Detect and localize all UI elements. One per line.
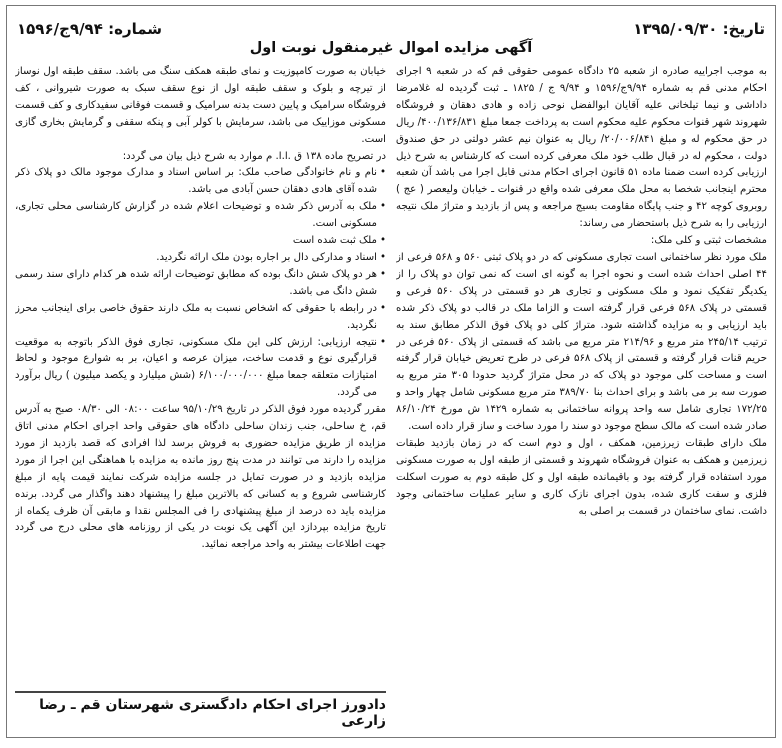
notice-page bbox=[6, 5, 776, 738]
list-item: • هر دو پلاک شش دانگ بوده که مطابق توضیحات ارائه شده هر کدام دارای سند رسمی شش دانگ می باشد. bbox=[15, 267, 386, 301]
construction-details: خیابان به صورت کامپوزیت و نمای طبقه همکف سنگ می باشد. سقف طبقه اول نوساز از تیرچه و بلوک و سقف طبقه اول از نوع سقف سبک به صورت شیروانی ، کف فروشگاه سرامیک و پایین دست بدنه سرامیک و قسمت فوقانی سفیدکاری و کف قسمت مسکونی موزاییک می باشد، سرمایش با کولر آبی و پنکه سقفی و گرمایش بخاری گازی است. bbox=[15, 66, 386, 145]
left-column bbox=[15, 64, 386, 708]
notice-title: آگهی مزایده اموال غیرمنقول نوبت اول bbox=[249, 40, 533, 56]
list-item: • اسناد و مدارکی دال بر اجاره بودن ملک ارائه نگردید. bbox=[15, 250, 386, 267]
property-description: ملک مورد نظر ساختمانی است تجاری مسکونی که در دو پلاک ثبتی ۵۶۰ و ۵۶۸ فرعی از ۴۴ اصلی احداث شده است و نحوه اجرا به گونه ای است که نمی توان دو پلاک را از یکدیگر تفکیک نمود و ملک مسکونی و تجاری هر دو قسمتی در پلاک ۵۶۰ فرعی و قسمتی در پلاک ۵۶۸ فرعی قرار گرفته است و الزاما ملک در قالب دو پلاک ذکر شده باید ارزیابی و به مزایده گذاشته شود. متراژ کلی دو پلاک فوق الذکر مطابق سند به ترتیب ۲۴۵/۱۴ متر مربع و ۲۱۴/۹۶ متر مربع می باشد که قسمتی از پلاک ۵۶۰ فرعی در حریم قنات قرار گرفته و قسمتی از پلاک ۵۶۸ فرعی در طرح تعریض خیابان قرار گرفته است و مساحت کلی موجود دو پلاک که در محل متراژ گردید حدودا ۳۰۵ متر مربع به صورت سه بر می باشد و برای احداث بنا ۳۸۹/۷۰ متر مربع مسکونی شامل چهار واحد و ۱۷۲/۲۵ تجاری شامل سه واحد پروانه ساختمانی به شماره ۱۴۲۹ ش مورخ ۸۶/۱۰/۲۴ صادر شده است که مالک سطح موجود دو سند را مورد ساخت و ساز قرار داده است. bbox=[396, 251, 767, 433]
auction-terms: مقرر گردیده مورد فوق الذکر در تاریخ ۹۵/۱۰/۲۹ ساعت ۰۸:۰۰ الی ۰۸/۳۰ صبح به آدرس قم، خ ساحلی، جنب زندان ساحلی دادگاه های حقوقی واحد اجرای احکام مدنی اتاق مزایده از طریق مزایده حضوری به فروش برسد لذا افرادی که قصد بازدید از مورد مزایده را دارند می توانند در مدت پنج روز مانده به مزایده با هماهنگی این اجرا از مورد مزایده بازدید و در صورت تمایل در جلسه مزایده شرکت نمایند قیمت پایه از مبلغ کارشناسی شروع و به کسانی که بالاترین مبلغ را پیشنهاد دهند واگذار می گردد. برنده مزایده باید ده درصد از مبلغ پیشنهادی را فی المجلس نقدا و مابقی آن ظرف یکماه از تاریخ مزایده بپردازد این آگهی یک نوبت در یکی از روزنامه های محلی درج می گردد جهت اطلاعات بیشتر به واحد مراجعه نمائید. bbox=[15, 404, 386, 551]
signature-row bbox=[15, 691, 767, 729]
article-138-intro: در تصریح ماده ۱۳۸ ق .ا.ا. م موارد به شرح ذیل بیان می گردد: bbox=[122, 150, 386, 162]
notice-date: تاریخ: ۱۳۹۵/۰۹/۳۰ bbox=[633, 20, 765, 38]
findings-list bbox=[15, 165, 386, 402]
property-specs-heading: مشخصات ثبتی و کلی ملک: bbox=[650, 235, 767, 247]
list-item: • ملک ثبت شده است bbox=[15, 233, 386, 250]
notice-body bbox=[15, 64, 767, 708]
notice-number: شماره: ۹/۹۴ج/۱۵۹۶ bbox=[17, 20, 163, 38]
list-item: • در رابطه با حقوقی که اشخاص نسبت به ملک دارند حقوق خاصی برای اینجانب محرز نگردید. bbox=[15, 301, 386, 335]
list-item: • نام و نام خانوادگی صاحب ملک: بر اساس اسناد و مدارک موجود مالک دو پلاک ذکر شده آقای هادی دهقان حسن آبادی می باشد. bbox=[15, 165, 386, 199]
notice-header bbox=[7, 6, 775, 62]
intro-paragraph: به موجب اجراییه صادره از شعبه ۲۵ دادگاه عمومی حقوقی قم که در شعبه ۹ اجرای احکام مدنی قم به شماره ۹/۹۴ج/۱۵۹۶ و ۹/۹۴ ج / ۱۸۲۵ ـ ثبت گردیده له غلامرضا داداشی و نیما تیلخانی علیه آقایان ابوالفضل نوحی زاده و هادی دهقان و فروشگاه شهروند شهر قنوات محکوم علیه محکوم است به پرداخت جمعا مبلغ ۴۰۰/۱۳۶/۸۳۱/ ریال در حق محکوم له و مبلغ ۲۰/۰۰۶/۸۴۱/ ریال به عنوان نیم عشر دولتی در حق صندوق دولت ، محکوم له در قبال طلب خود ملک معرفی کرده است که کارشناس به شرح ذیل ارزیابی کرده است ضمنا ماده ۵۱ قانون اجرای احکام مدنی قابل اجرا می باشد آن شعبه محترم اینجانب شخصا به محل ملک معرفی شده واقع در قنوات ـ خیابان ولیعصر ( عج ) روبروی کوچه ۴۲ و جنب پایگاه مقاومت بسیج مراجعه و پس از بازدید و متراژ ملک نتیجه ارزیابی را به شرح ذیل باستحضار می رساند: bbox=[396, 66, 767, 230]
right-column bbox=[396, 64, 767, 708]
signature: دادورز اجرای احکام دادگستری شهرستان قم ـ رضا زارعی bbox=[15, 691, 386, 729]
floors-description: ملک دارای طبقات زیرزمین، همکف ، اول و دوم است که در زمان بازدید طبقات زیرزمین و همکف به عنوان فروشگاه شهروند و قسمتی از طبقه اول به صورت مسکونی مورد استفاده قرار گرفته بود و باقیمانده طبقه اول و کل طبقه دوم به صورت اسکلت فلزی و سفت کاری شده، بدون اجرای نازک کاری و سایر عملیات ساختمانی وجود داشت. نمای ساختمان در قسمت بر اصلی به bbox=[396, 437, 767, 517]
list-item: • نتیجه ارزیابی: ارزش کلی این ملک مسکونی، تجاری فوق الذکر باتوجه به موقعیت قرارگیری نوع و قدمت ساخت، میزان عرصه و اعیان، بر به شوارع موجود و لحاظ امتیازات متعلقه جمعا مبلغ ۶/۱۰۰/۰۰۰/۰۰۰ (شش میلیارد و یکصد میلیون ) ریال برآورد می گردد. bbox=[15, 335, 386, 403]
list-item: • ملک به آدرس ذکر شده و توضیحات اعلام شده در گزارش کارشناسی محلی تجاری، مسکونی است. bbox=[15, 199, 386, 233]
